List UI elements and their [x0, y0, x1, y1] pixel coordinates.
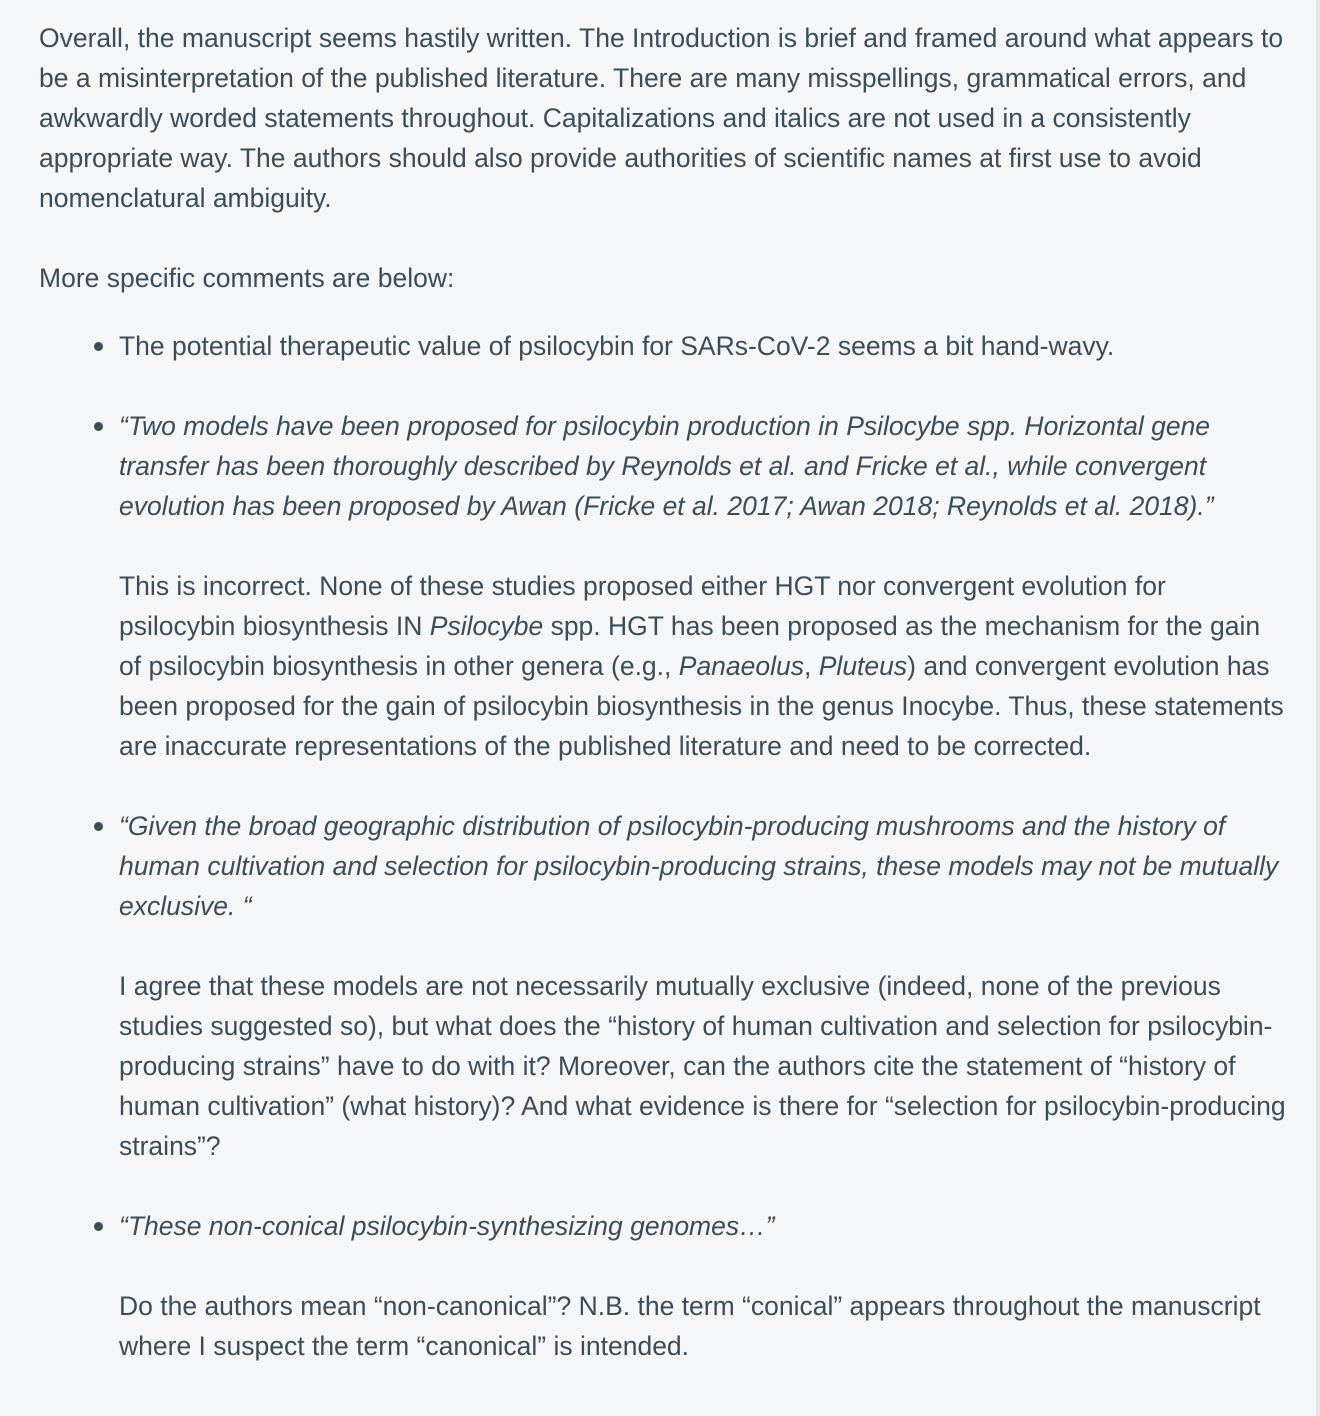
taxon-name: Pluteus	[818, 651, 908, 681]
quoted-passage: “Given the broad geographic distribution of psilocybin-producing mushrooms and the history of human cultivation and selection for psilocybin-producing strains, these models may not be mutually exclusive. “	[119, 811, 1279, 921]
bullet-icon	[94, 1222, 103, 1231]
taxon-name: Panaeolus	[678, 651, 805, 681]
list-item	[39, 326, 1289, 366]
reply-text: spp. HGT has been proposed as the mechanism for the gain of psilocybin biosynthesis in other genera (e.g.,	[119, 611, 1261, 681]
comment-text: The potential therapeutic value of psilocybin for SARs-CoV-2 seems a bit hand-wavy.	[119, 331, 1115, 361]
specific-comments-heading: More specific comments are below:	[39, 263, 455, 293]
comment-list	[39, 326, 1289, 1366]
reply-text: This is incorrect. None of these studies proposed either HGT nor convergent evolution for psilocybin biosynthesis IN	[119, 571, 1166, 641]
list-item	[39, 406, 1289, 766]
intro-paragraph: Overall, the manuscript seems hastily written. The Introduction is brief and framed around what appears to be a misinterpretation of the published literature. There are many misspellings, grammatical errors, and awkwardly worded statements throughout. Capitalizations and italics are not used in a consistently appropriate way. The authors should also provide authorities of scientific names at first use to avoid nomenclatural ambiguity.	[39, 23, 1284, 213]
quoted-passage: “Two models have been proposed for psilocybin production in Psilocybe spp. Horizontal gene transfer has been thoroughly described by Reynolds et al. and Fricke et al., while convergent evolution has been proposed by Awan (Fricke et al. 2017; Awan 2018; Reynolds et al. 2018).”	[119, 411, 1214, 521]
reviewer-reply	[119, 566, 1289, 766]
quoted-passage: “These non-conical psilocybin-synthesizing genomes…”	[119, 1211, 775, 1241]
review-content	[39, 18, 1289, 1366]
reviewer-reply: Do the authors mean “non-canonical”? N.B. the term “conical” appears throughout the manuscript where I suspect the term “canonical” is intended.	[119, 1291, 1261, 1361]
list-item	[39, 1206, 1289, 1366]
taxon-name: Psilocybe	[429, 611, 544, 641]
reviewer-reply: I agree that these models are not necessarily mutually exclusive (indeed, none of the previous studies suggested so), but what does the “history of human cultivation and selection for psilocybin-producing strains” have to do with it? Moreover, can the authors cite the statement of “history of human cultivation” (what history)? And what evidence is there for “selection for psilocybin-producing strains”?	[119, 971, 1286, 1161]
reply-text: ,	[804, 651, 819, 681]
list-item	[39, 806, 1289, 1166]
bullet-icon	[94, 822, 103, 831]
bullet-icon	[94, 422, 103, 431]
scroll-edge	[1316, 0, 1320, 1416]
reply-text: ) and convergent evolution has been proposed for the gain of psilocybin biosynthesis in the genus Inocybe. Thus, these statements are inaccurate representations of the published literature and need to be corrected.	[119, 651, 1284, 761]
bullet-icon	[94, 342, 103, 351]
